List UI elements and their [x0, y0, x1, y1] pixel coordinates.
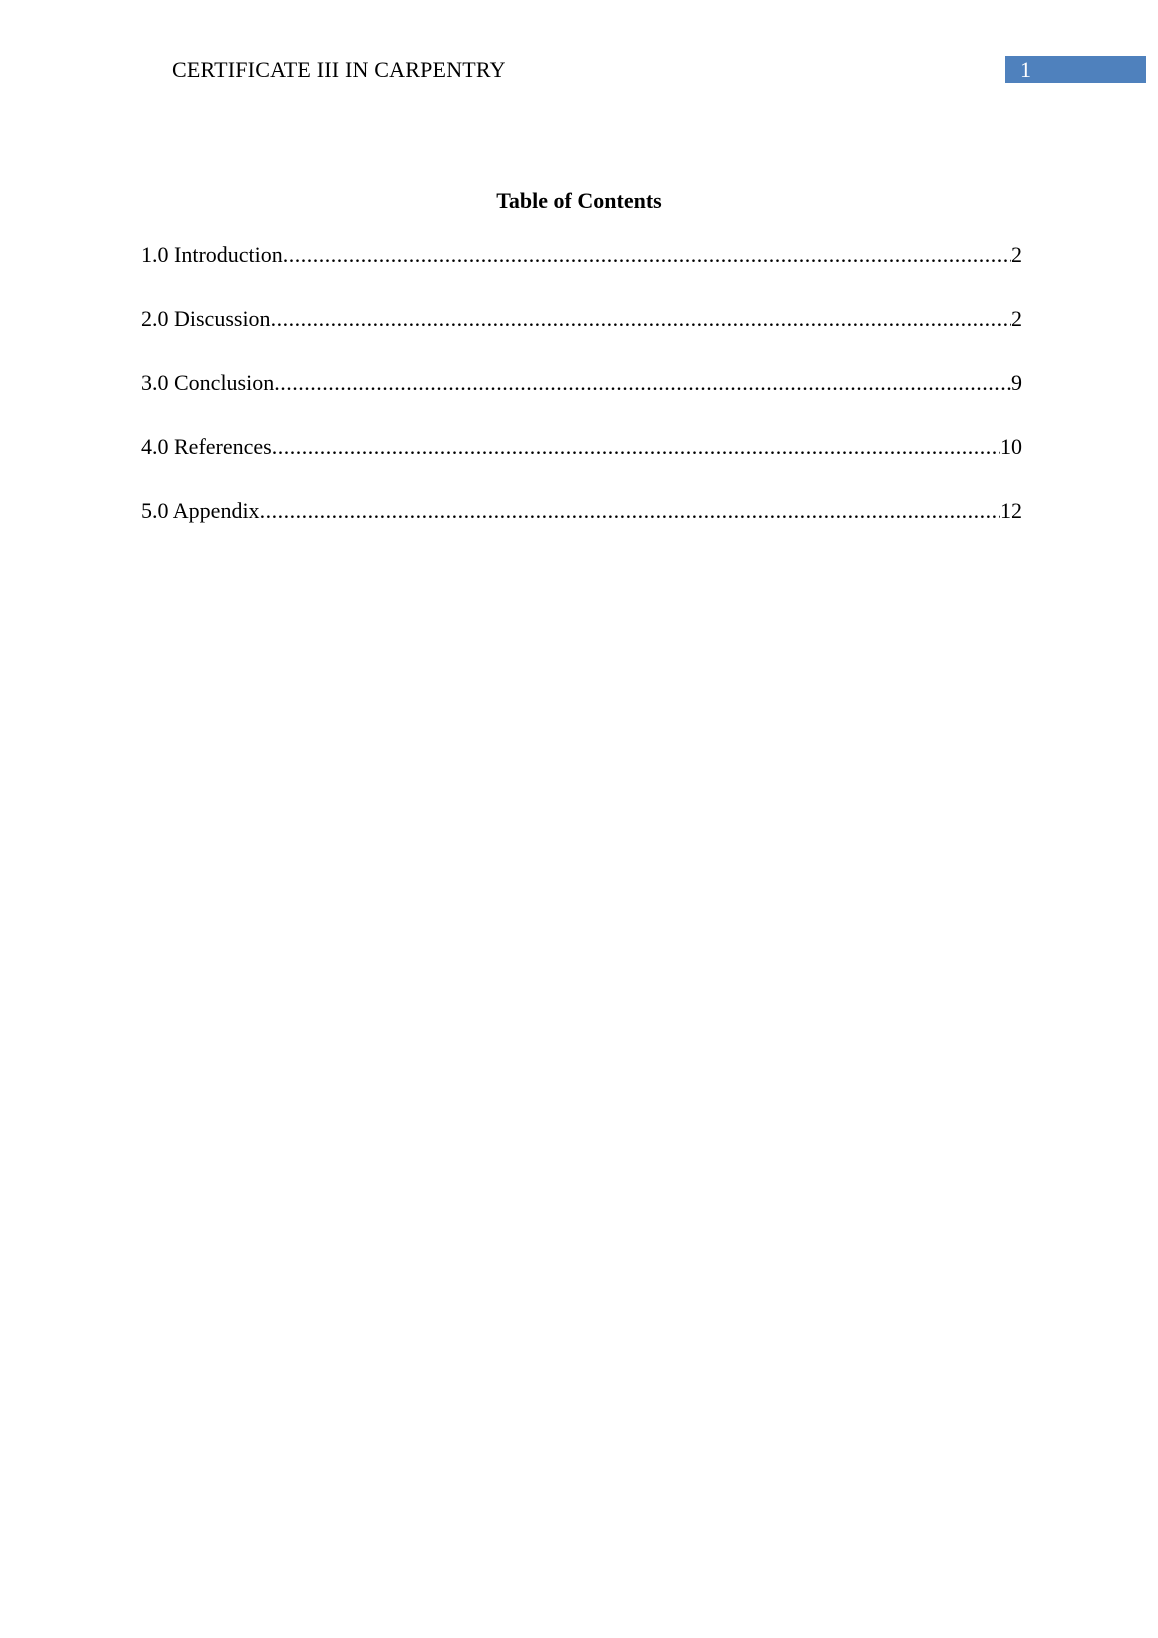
toc-dot-leader: [271, 304, 1011, 334]
toc-entry-conclusion[interactable]: [141, 368, 1022, 432]
page-number-badge: [1005, 56, 1146, 83]
toc-entry-label: 2.0 Discussion: [141, 304, 271, 334]
toc-entry-page: 10: [1000, 434, 1022, 459]
toc-list: [141, 240, 1022, 560]
toc-entry-label: 5.0 Appendix: [141, 496, 260, 526]
toc-entry-page: 9: [1011, 370, 1022, 395]
toc-entry-page: 2: [1011, 306, 1022, 331]
running-header-title: CERTIFICATE III IN CARPENTRY: [172, 57, 506, 82]
page-number: 1: [1020, 57, 1031, 82]
toc-entry-page: 2: [1011, 242, 1022, 267]
toc-entry-appendix[interactable]: [141, 496, 1022, 560]
toc-entry-label: 4.0 References: [141, 432, 272, 462]
toc-entry-label: 3.0 Conclusion: [141, 368, 274, 398]
toc-entry-introduction[interactable]: [141, 240, 1022, 304]
toc-entry-references[interactable]: [141, 432, 1022, 496]
toc-dot-leader: [260, 496, 1000, 526]
toc-dot-leader: [272, 432, 1000, 462]
toc-dot-leader: [274, 368, 1011, 398]
toc-entry-label: 1.0 Introduction: [141, 240, 283, 270]
toc-heading: Table of Contents: [496, 188, 662, 213]
toc-entry-discussion[interactable]: [141, 304, 1022, 368]
toc-dot-leader: [283, 240, 1011, 270]
toc-entry-page: 12: [1000, 498, 1022, 523]
